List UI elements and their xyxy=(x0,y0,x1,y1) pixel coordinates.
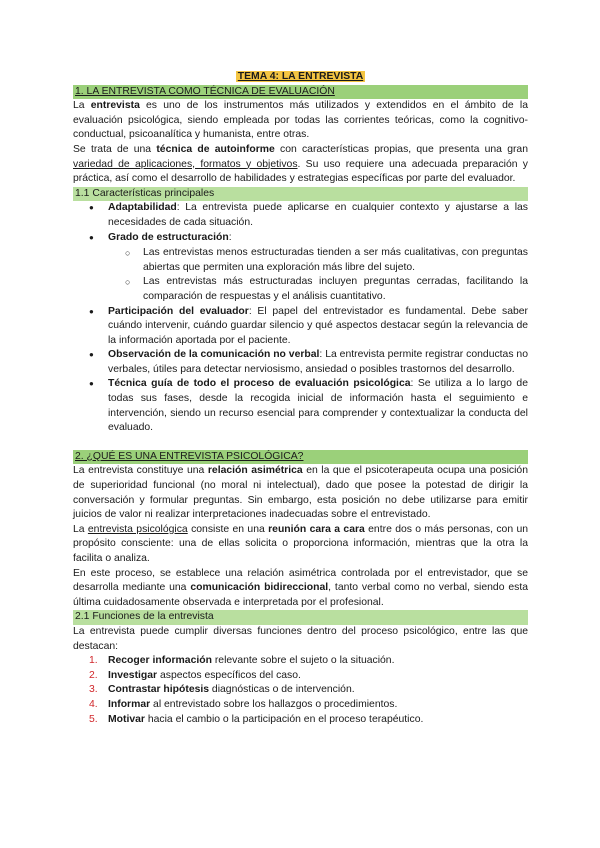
document-title: TEMA 4: LA ENTREVISTA xyxy=(237,71,364,82)
section-2-paragraph-2: La entrevista psicológica consiste en una reunión cara a cara entre dos o más personas, con un propósito consciente: una de ellas solicita o proporciona información, mientras que la otra la facilita o analiza. xyxy=(73,523,529,564)
functions-list xyxy=(73,654,528,727)
list-item: ● Adaptabilidad: La entrevista puede aplicarse en cualquier contexto y ajustarse a las necesidades de cada situación. xyxy=(73,201,528,230)
list-item: 2. Investigar aspectos específicos del caso. xyxy=(89,669,301,681)
section-2-heading: 2. ¿QUÉ ES UNA ENTREVISTA PSICOLÓGICA? xyxy=(73,450,528,465)
list-item: ● Participación del evaluador: El papel del entrevistador es fundamental. Debe saber cuándo intervenir, cuándo guardar silencio y qué aspectos destacar según la relevancia de la información aportada por el paciente. xyxy=(73,305,528,349)
section-2-paragraph-1: La entrevista constituye una relación asimétrica en la que el psicoterapeuta ocupa una posición de superioridad funcional (no moral ni intelectual), dado que posee la potestad de dirigir la conversación y formular preguntas. Sin embargo, esta posición no debe utilizarse para emitir juicios de valor ni realizar interpretaciones inadecuadas sobre el entrevistado. xyxy=(73,465,528,521)
list-item: ● Técnica guía de todo el proceso de evaluación psicológica: Se utiliza a lo largo de todas sus fases, desde la recogida inicial de información hasta el seguimiento e intervención, siendo un recurso esencial para comprender y contextualizar la conducta del evaluado. xyxy=(73,377,528,435)
functions-intro: La entrevista puede cumplir diversas funciones dentro del proceso psicológico, entre las que destacan: xyxy=(73,625,528,652)
list-item: ● Grado de estructuración: ○ Las entrevistas menos estructuradas tienden a ser más cualitativas, con preguntas abiertas que permiten una exploración más libre del sujeto. ○ Las entrevistas más estructuradas incluyen preguntas cerradas, facilitando la comparación de respuestas y el análisis cuantitativo. xyxy=(73,231,528,305)
subsection-2-1-heading: 2.1 Funciones de la entrevista xyxy=(73,610,528,625)
list-item: 4. Informar al entrevistado sobre los hallazgos o procedimientos. xyxy=(89,698,398,710)
section-1-heading: 1. LA ENTREVISTA COMO TÉCNICA DE EVALUACIÓN xyxy=(73,85,528,100)
subsection-1-1-heading: 1.1 Características principales xyxy=(73,187,528,202)
section-1-paragraph-2: Se trata de una técnica de autoinforme con características propias, que presenta una gran variedad de aplicaciones, formatos y objetivos. Su uso requiere una adecuada preparación y práctica, así como el desarrollo de habilidades y estrategias específicas por parte del evaluador. xyxy=(73,143,529,185)
structuration-sublist xyxy=(108,246,528,304)
list-item: 3. Contrastar hipótesis diagnósticas o de intervención. xyxy=(89,684,355,696)
characteristics-list xyxy=(73,201,528,436)
section-2-paragraph-3: En este proceso, se establece una relación asimétrica controlada por el entrevistador, que se desarrolla mediante una comunicación bidireccional, tanto verbal como no verbal, siendo esta última cuidadosamente observada e interpretada por el profesional. xyxy=(73,567,528,608)
list-item: ● Observación de la comunicación no verbal: La entrevista permite registrar conductas no verbales, útiles para detectar nerviosismo, ansiedad o posibles trastornos del desarrollo. xyxy=(73,348,528,377)
list-item: 5. Motivar hacia el cambio o la participación en el proceso terapéutico. xyxy=(89,713,424,725)
section-1-paragraph-1: La entrevista es uno de los instrumentos más utilizados y extendidos en el ámbito de la evaluación psicológica, siendo empleada por todas las corrientes teóricas, como la cognitivo-conductual, psicoanalítica y humanista, entre otras. xyxy=(73,100,528,141)
sublist-item: ○ Las entrevistas más estructuradas incluyen preguntas cerradas, facilitando la comparación de respuestas y el análisis cuantitativo. xyxy=(108,275,528,304)
list-item: 1. Recoger información relevante sobre el sujeto o la situación. xyxy=(89,655,395,667)
spacer xyxy=(73,436,528,450)
document-content xyxy=(73,70,528,727)
sublist-item: ○ Las entrevistas menos estructuradas tienden a ser más cualitativas, con preguntas abiertas que permiten una exploración más libre del sujeto. xyxy=(108,246,528,275)
